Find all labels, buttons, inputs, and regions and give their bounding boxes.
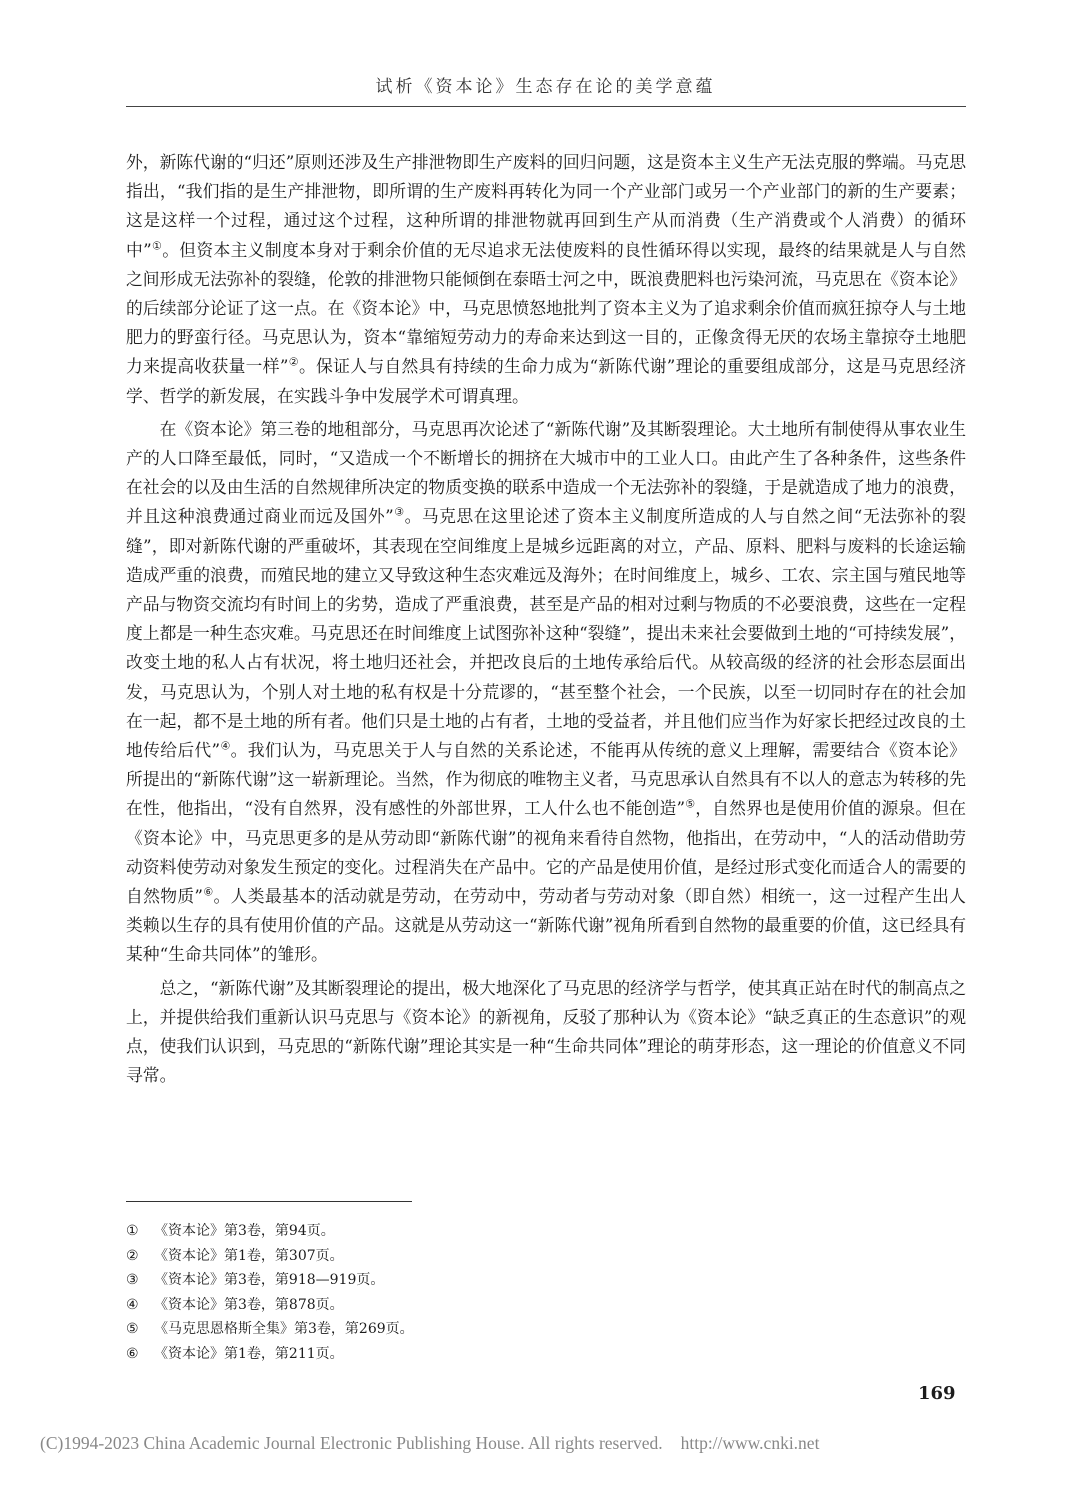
cnki-url[interactable]: http://www.cnki.net (680, 1433, 820, 1453)
paragraph-text: 。马克思在这里论述了资本主义制度所造成的人与自然之间“无法弥补的裂缝”，即对新陈代谢的严重破坏，其表现在空间维度上是城乡远距离的对立，产品、原料、肥料与废料的长途运输造成严重的浪费，而殖民地的建立又导致这种生态灾难远及海外；在时间维度上，城乡、工农、宗主国与殖民地等产品与物资交流均有时间上的劣势，造成了严重浪费，甚至是产品的相对过剩与物质的不必要浪费，这些在一定程度上都是一种生态灾难。马克思还在时间维度上试图弥补这种“裂缝”，提出未来社会要做到土地的“可持续发展”，改变土地的私人占有状况，将土地归还社会，并把改良后的土地传承给后代。从较高级的经济的社会形态层面出发，马克思认为，个别人对土地的私有权是十分荒谬的，“甚至整个社会，一个民族，以至一切同时存在的社会加在一起，都不是土地的所有者。他们只是土地的占有者，土地的受益者，并且他们应当作为好家长把经过改良的土地传给后代” (126, 506, 966, 761)
footnote-text: 《资本论》第3卷，第94页。 (154, 1223, 335, 1239)
copyright-notice: (C)1994-2023 China Academic Journal Electronic Publishing House. All rights reserved. (40, 1433, 663, 1453)
footnote-item (126, 1219, 826, 1244)
paragraph-text: ，自然界也是使用价值的源泉。但在《资本论》中，马克思更多的是从劳动即“新陈代谢”的视角来看待自然物，他指出，在劳动中，“人的活动借助劳动资料使劳动对象发生预定的变化。过程消失在产品中。它的产品是使用价值，是经过形式变化而适合人的需要的自然物质” (126, 798, 966, 907)
footnote-ref[interactable]: ④ (220, 739, 231, 753)
footnote-mark: ⑥ (126, 1345, 139, 1362)
page-number: 169 (918, 1383, 956, 1404)
body-paragraph (126, 148, 966, 411)
paragraph-text: 。我们认为，马克思关于人与自然的关系论述，不能再从传统的意义上理解，需要结合《资本论》所提出的“新陈代谢”这一崭新理论。当然，作为彻底的唯物主义者，马克思承认自然具有不以人的意志为转移的先在性，他指出，“没有自然界，没有感性的外部世界，工人什么也不能创造” (126, 740, 966, 819)
footnote-item (126, 1342, 826, 1367)
paragraph-text: 。但资本主义制度本身对于剩余价值的无尽追求无法使废料的良性循环得以实现，最终的结果就是人与自然之间形成无法弥补的裂缝，伦敦的排泄物只能倾倒在泰晤士河之中，既浪费肥料也污染河流，马克思在《资本论》的后续部分论证了这一点。在《资本论》中，马克思愤怒地批判了资本主义为了追求剩余价值而疯狂掠夺人与土地肥力的野蛮行径。马克思认为，资本“靠缩短劳动力的寿命来达到这一目的，正像贪得无厌的农场主靠掠夺土地肥力来提高收获量一样” (126, 239, 966, 377)
footnote-text: 《资本论》第3卷，第918—919页。 (154, 1272, 385, 1289)
footnote-ref[interactable]: ⑥ (203, 885, 214, 899)
footnote-text: 《资本论》第1卷，第307页。 (154, 1247, 344, 1264)
footnote-mark: ③ (126, 1272, 139, 1289)
paragraph-text: 。保证人与自然具有持续的生命力成为“新陈代谢”理论的重要组成部分，这是马克思经济学、哲学的新发展，在实践斗争中发展学术可谓真理。 (126, 356, 966, 406)
footnote-item (126, 1293, 826, 1318)
footnote-item (126, 1268, 826, 1293)
footnote-item (126, 1317, 826, 1342)
footnote-text: 《资本论》第3卷，第878页。 (154, 1296, 344, 1313)
footnote-mark: ① (126, 1223, 139, 1239)
paragraph-text: 。人类最基本的活动就是劳动，在劳动中，劳动者与劳动对象（即自然）相统一，这一过程产生出人类赖以生存的具有使用价值的产品。这就是从劳动这一“新陈代谢”视角所看到自然物的最重要的价值，这已经具有某种“生命共同体”的雏形。 (126, 886, 966, 965)
footnote-text: 《马克思恩格斯全集》第3卷，第269页。 (154, 1321, 414, 1338)
body-paragraph (126, 415, 966, 970)
footnote-divider (126, 1201, 412, 1202)
footnote-ref[interactable]: ② (288, 355, 299, 369)
running-header: 试析《资本论》生态存在论的美学意蕴 (375, 77, 716, 97)
paragraph-text: 在《资本论》第三卷的地租部分，马克思再次论述了“新陈代谢”及其断裂理论。大土地所有制使得从事农业生产的人口降至最低，同时，“又造成一个不断增长的拥挤在大城市中的工业人口。由此产生了各种条件，这些条件在社会的以及由生活的自然规律所决定的物质变换的联系中造成一个无法弥补的裂缝，于是就造成了地力的浪费，并且这种浪费通过商业而远及国外” (126, 418, 966, 527)
footnote-ref[interactable]: ① (151, 239, 163, 253)
article-body (126, 148, 966, 1091)
paragraph-text: 总之，“新陈代谢”及其断裂理论的提出，极大地深化了马克思的经济学与哲学，使其真正站在时代的制高点之上，并提供给我们重新认识马克思与《资本论》的新视角，反驳了那种认为《资本论》“缺乏真正的生态意识”的观点，使我们认识到，马克思的“新陈代谢”理论其实是一种“生命共同体”理论的萌芽形态，这一理论的价值意义不同寻常。 (126, 977, 966, 1086)
footnote-mark: ④ (126, 1296, 139, 1313)
body-paragraph (126, 974, 966, 1091)
footnote-mark: ⑤ (126, 1321, 139, 1338)
footnote-mark: ② (126, 1247, 139, 1264)
footnote-text: 《资本论》第1卷，第211页。 (154, 1345, 344, 1362)
copyright-line (40, 1433, 1080, 1454)
footnote-item (126, 1244, 826, 1269)
header-divider (126, 106, 966, 107)
footnote-ref[interactable]: ⑤ (685, 797, 696, 811)
footnotes (126, 1219, 826, 1367)
paragraph-text: 外，新陈代谢的“归还”原则还涉及生产排泄物即生产废料的回归问题，这是资本主义生产无法克服的弊端。马克思指出，“我们指的是生产排泄物，即所谓的生产废料再转化为同一个产业部门或另一个产业部门的新的生产要素；这是这样一个过程，通过这个过程，这种所谓的排泄物就再回到生产从而消费（生产消费或个人消费）的循环中” (126, 152, 966, 260)
footnote-ref[interactable]: ③ (393, 505, 405, 519)
